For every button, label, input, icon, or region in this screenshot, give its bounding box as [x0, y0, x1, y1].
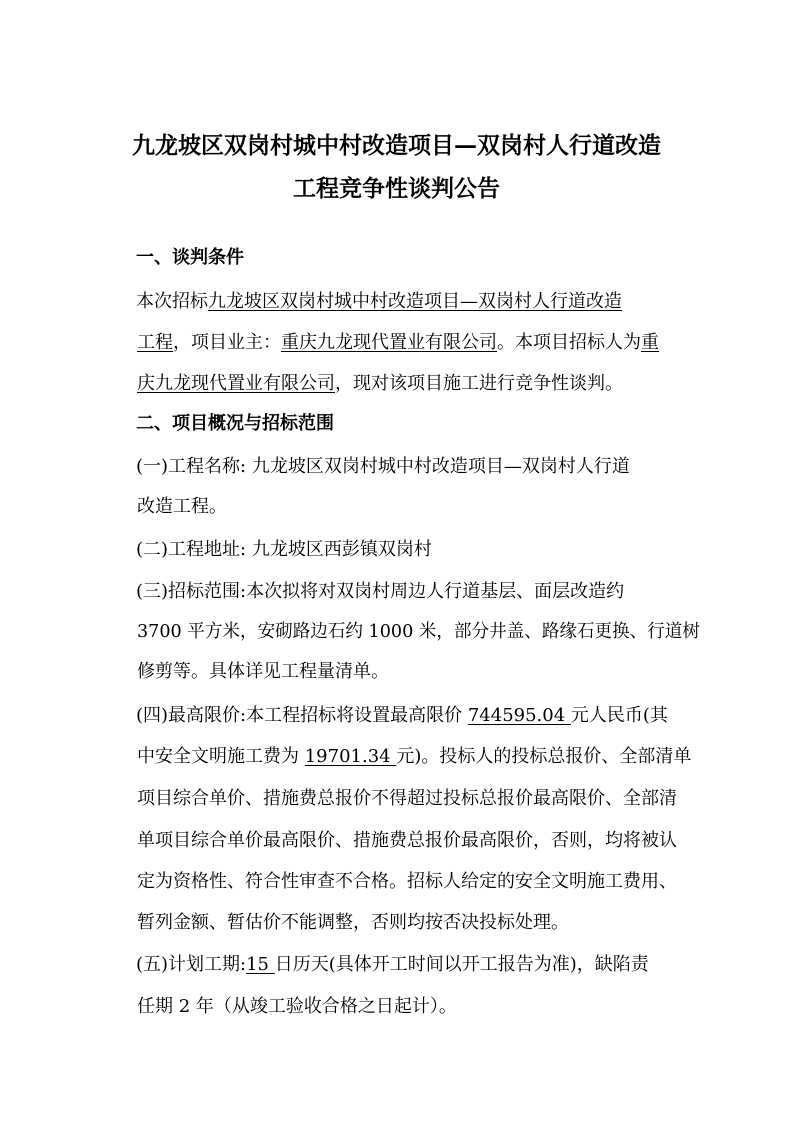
underlined-max-price: 744595.04 [467, 705, 571, 726]
item-5-line-1 [136, 953, 649, 977]
underlined-duration: 15 [246, 954, 275, 975]
underlined-project-name: 九龙坡区双岗村城中村改造项目—双岗村人行道改造 [208, 291, 622, 312]
text-span: ，现对该项目施工进行竞争性谈判。 [335, 373, 623, 394]
text-span: 本次招标 [136, 291, 208, 312]
item-4-line-3: 项目综合单价、措施费总报价不得超过投标总报价最高限价、全部清 [137, 788, 677, 809]
text-span: 中安全文明施工费为 [137, 746, 305, 767]
item-4-line-2 [137, 745, 691, 769]
item-4-line-4: 单项目综合单价最高限价、措施费总报价最高限价，否则，均将被认 [137, 830, 677, 851]
item-5-line-2: 任期 2 年（从竣工验收合格之日起计）。 [137, 996, 457, 1017]
text-span: 日历天(具体开工时间以开工报告为准)，缺陷责 [274, 954, 649, 975]
item-4-line-1 [136, 704, 668, 728]
document-title-line-2: 工程竞争性谈判公告 [293, 175, 500, 202]
item-2-line: (二)工程地址: 九龙坡区西彭镇双岗村 [136, 539, 432, 560]
item-3-line-3: 修剪等。具体详见工程量清单。 [137, 661, 389, 682]
item-4-line-6: 暂列金额、暂估价不能调整，否则均按否决投标处理。 [137, 912, 569, 933]
item-3-line-1: (三)招标范围:本次拟将对双岗村周边人行道基层、面层改造约 [136, 581, 625, 602]
underlined-tenderer-name: 庆九龙现代置业有限公司 [137, 373, 335, 394]
section-2-heading: 二、项目概况与招标范围 [136, 413, 334, 434]
text-span: ，项目业主： [173, 332, 281, 353]
paragraph-line [137, 372, 623, 396]
underlined-safety-fee: 19701.34 [304, 746, 397, 767]
item-4-line-5: 定为资格性、符合性审查不合格。招标人给定的安全文明施工费用、 [137, 871, 677, 892]
document-title-line-1: 九龙坡区双岗村城中村改造项目—双岗村人行道改造 [132, 132, 661, 159]
paragraph-line [136, 290, 622, 314]
item-1-line-1: (一)工程名称: 九龙坡区双岗村城中村改造项目—双岗村人行道 [136, 456, 630, 477]
section-1-heading: 一、谈判条件 [136, 247, 244, 268]
underlined-tenderer-name: 重 [641, 332, 659, 353]
item-1-line-2: 改造工程。 [137, 496, 227, 517]
item-3-line-2: 3700 平方米，安砌路边石约 1000 米，部分井盖、路缘石更换、行道树 [137, 621, 700, 642]
underlined-owner-name: 重庆九龙现代置业有限公司 [281, 332, 497, 353]
text-span: (五)计划工期: [136, 954, 247, 975]
text-span: 元人民币(其 [570, 705, 668, 726]
underlined-project-name: 工程 [137, 332, 173, 353]
paragraph-line [137, 331, 659, 355]
text-span: (四)最高限价:本工程招标将设置最高限价 [136, 705, 468, 726]
text-span: 。本项目招标人为 [497, 332, 641, 353]
text-span: 元)。投标人的投标总报价、全部清单 [396, 746, 692, 767]
